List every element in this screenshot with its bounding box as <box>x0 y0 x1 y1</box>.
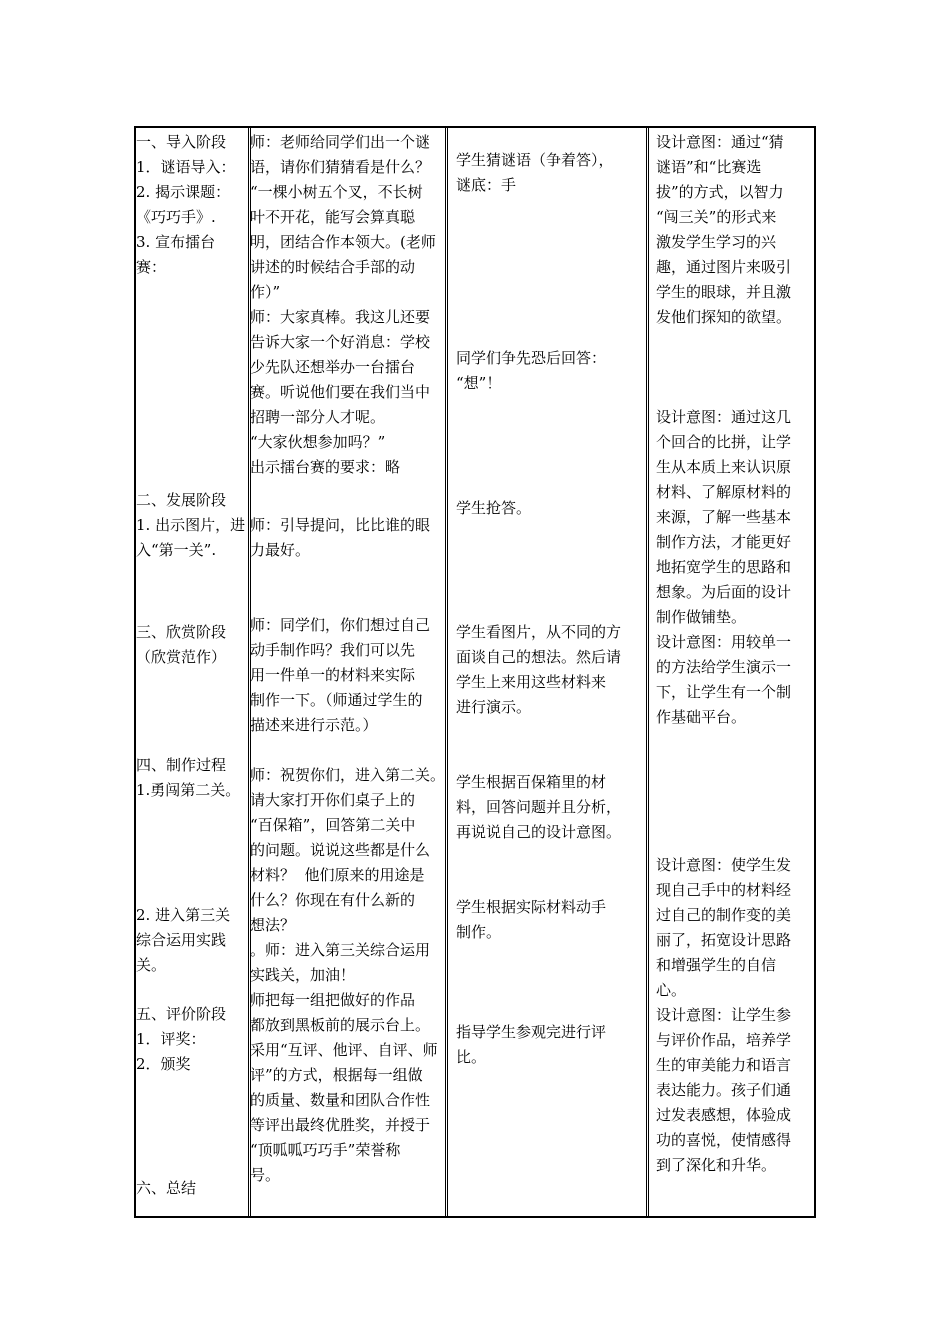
col3-block <box>456 770 621 845</box>
text-line: 师：祝贺你们，进入第二关。 <box>250 766 446 784</box>
text-line: 现自己手中的材料经 <box>656 881 792 899</box>
text-line: 设计意图：让学生参 <box>656 1006 792 1024</box>
text-line: 出示擂台赛的要求：略 <box>250 458 401 476</box>
text-line: “想”！ <box>456 374 502 392</box>
text-line: 三、欣赏阶段 <box>136 623 227 641</box>
text-line: 制作方法，才能更好 <box>656 533 792 551</box>
text-line: 学生根据实际材料动手 <box>456 898 607 916</box>
text-line: 功的喜悦，使情感得 <box>656 1131 792 1149</box>
text-line: 设计意图：通过这几 <box>656 408 792 426</box>
text-line: 请大家打开你们桌子上的 <box>250 791 416 809</box>
text-line: 3. 宣布擂台 <box>136 233 216 251</box>
col2-block <box>250 763 445 1188</box>
text-line: 面谈自己的想法。然后请 <box>456 648 622 666</box>
text-line: 生的审美能力和语言 <box>656 1056 792 1074</box>
text-line: 作基础平台。 <box>656 708 747 726</box>
text-line: 讲述的时候结合手部的动 <box>250 258 416 276</box>
text-line: 师：引导提问，比比谁的眼 <box>250 516 431 534</box>
text-line: 明，团结合作本领大。(老师 <box>250 233 436 251</box>
text-line: 综合运用实践 <box>136 931 227 949</box>
text-line: 告诉大家一个好消息：学校 <box>250 333 431 351</box>
lesson-plan-table <box>134 126 816 1218</box>
text-line: 赛。听说他们要在我们当中 <box>250 383 431 401</box>
text-line: 动手制作吗？我们可以先 <box>250 641 416 659</box>
text-line: 《巧巧手》. <box>136 208 216 226</box>
text-line: 用一件单一的材料来实际 <box>250 666 416 684</box>
col1-block <box>136 130 236 280</box>
col1-block <box>136 903 230 978</box>
text-line: 师：大家真棒。我这儿还要 <box>250 308 431 326</box>
text-line: 过发表感想，体验成 <box>656 1106 792 1124</box>
text-line: 都放到黑板前的展示台上。 <box>250 1016 431 1034</box>
col1-block <box>136 1176 196 1201</box>
text-line: 作）” <box>250 283 281 301</box>
column-divider <box>445 128 448 1216</box>
text-line: 师：同学们，你们想过自己 <box>250 616 431 634</box>
text-line: 等评出最终优胜奖，并授于 <box>250 1116 431 1134</box>
col1-block <box>136 620 226 670</box>
text-line: 来源，了解一些基本 <box>656 508 792 526</box>
text-line: 赛： <box>136 258 167 276</box>
col3-block <box>456 895 606 945</box>
col3-block <box>456 148 614 198</box>
text-line: 比。 <box>456 1048 487 1066</box>
text-line: 1．谜语导入： <box>136 158 236 176</box>
text-line: 入“第一关”. <box>136 541 217 559</box>
text-line: “一棵小树五个叉，不长树 <box>250 183 423 201</box>
text-line: 1．评奖： <box>136 1030 206 1048</box>
col4-block <box>656 1003 791 1178</box>
text-line: 号。 <box>250 1166 281 1184</box>
text-line: 四、制作过程 <box>136 756 227 774</box>
text-line: 的质量、数量和团队合作性 <box>250 1091 431 1109</box>
text-line: 趣，通过图片来吸引 <box>656 258 792 276</box>
text-line: 材料、了解原材料的 <box>656 483 792 501</box>
text-line: 同学们争先恐后回答： <box>456 349 607 367</box>
text-line: 学生上来用这些材料来 <box>456 673 607 691</box>
text-line: 设计意图：通过“猜 <box>656 133 784 151</box>
text-line: 过自己的制作变的美 <box>656 906 792 924</box>
text-line: 学生抢答。 <box>456 499 532 517</box>
text-line: 到了深化和升华。 <box>656 1156 777 1174</box>
text-line: 学生猜谜语（争着答）， <box>456 151 614 169</box>
text-line: 评”的方式，根据每一组做 <box>250 1066 423 1084</box>
text-line: 与评价作品，培养学 <box>656 1031 792 1049</box>
text-line: “闯三关”的形式来 <box>656 208 777 226</box>
text-line: 激发学生学习的兴 <box>656 233 777 251</box>
text-line: 师：老师给同学们出一个谜 <box>250 133 431 151</box>
col4-block <box>656 630 791 730</box>
text-line: 下，让学生有一个制 <box>656 683 792 701</box>
text-line: 丽了，拓宽设计思路 <box>656 931 792 949</box>
text-line: 一、导入阶段 <box>136 133 227 151</box>
text-line: 学生根据百保箱里的材 <box>456 773 607 791</box>
col2-block <box>250 130 436 480</box>
text-line: 1. 出示图片，进 <box>136 516 246 534</box>
text-line: 表达能力。孩子们通 <box>656 1081 792 1099</box>
text-line: 和增强学生的自信 <box>656 956 777 974</box>
text-line: 五、评价阶段 <box>136 1005 227 1023</box>
col3-block <box>456 620 621 720</box>
col4-block <box>656 405 791 630</box>
text-line: 实践关，加油！ <box>250 966 356 984</box>
col1-block <box>136 1002 226 1077</box>
text-line: 2．颁奖 <box>136 1055 191 1073</box>
text-line: 语，请你们猜猜看是什么？ <box>250 158 431 176</box>
col4-block <box>656 853 791 1003</box>
text-line: 料，回答问题并且分析， <box>456 798 622 816</box>
col1-block <box>136 488 245 563</box>
text-line: “顶呱呱巧巧手”荣誉称 <box>250 1141 401 1159</box>
text-line: 个回合的比拼，让学 <box>656 433 792 451</box>
text-line: 采用“互评、他评、自评、师 <box>250 1041 438 1059</box>
text-line: 想象。为后面的设计 <box>656 583 792 601</box>
col3-block <box>456 1020 606 1070</box>
text-line: 什么？你现在有什么新的 <box>250 891 416 909</box>
text-line: 地拓宽学生的思路和 <box>656 558 792 576</box>
text-line: 描述来进行示范。） <box>250 716 378 734</box>
text-line: 制作。 <box>456 923 502 941</box>
col3-block <box>456 346 606 396</box>
text-line: 招聘一部分人才呢。 <box>250 408 386 426</box>
column-divider <box>646 128 649 1216</box>
text-line: 进行演示。 <box>456 698 532 716</box>
text-line: 心。 <box>656 981 687 999</box>
col4-block <box>656 130 791 330</box>
col1-block <box>136 753 240 803</box>
text-line: 制作做铺垫。 <box>656 608 747 626</box>
col2-block <box>250 513 430 563</box>
text-line: 的问题。说说这些都是什么 <box>250 841 431 859</box>
text-line: 2. 揭示课题： <box>136 183 231 201</box>
text-line: 力最好。 <box>250 541 311 559</box>
text-line: 学生的眼球，并且激 <box>656 283 792 301</box>
text-line: “大家伙想参加吗？” <box>250 433 386 451</box>
text-line: 拔”的方式，以智力 <box>656 183 784 201</box>
col3-block <box>456 496 531 521</box>
text-line: 想法？ <box>250 916 296 934</box>
text-line: 叶不开花，能写会算真聪 <box>250 208 416 226</box>
text-line: 二、发展阶段 <box>136 491 227 509</box>
text-line: 再说说自己的设计意图。 <box>456 823 622 841</box>
text-line: 发他们探知的欲望。 <box>656 308 792 326</box>
text-line: 1.勇闯第二关。 <box>136 781 241 799</box>
text-line: 制作一下。（师通过学生的 <box>250 691 423 709</box>
text-line: 谜语”和“比赛选 <box>656 158 762 176</box>
text-line: 的方法给学生演示一 <box>656 658 792 676</box>
text-line: 设计意图：用较单一 <box>656 633 792 651</box>
text-line: 师把每一组把做好的作品 <box>250 991 416 1009</box>
text-line: 指导学生参观完进行评 <box>456 1023 607 1041</box>
text-line: 谜底：手 <box>456 176 517 194</box>
col2-block <box>250 613 430 738</box>
text-line: “百保箱”，回答第二关中 <box>250 816 416 834</box>
text-line: 设计意图：使学生发 <box>656 856 792 874</box>
text-line: 材料？ 他们原来的用途是 <box>250 866 425 884</box>
text-line: 。师：进入第三关综合运用 <box>250 941 431 959</box>
text-line: 六、总结 <box>136 1179 197 1197</box>
text-line: 生从本质上来认识原 <box>656 458 792 476</box>
text-line: 关。 <box>136 956 167 974</box>
text-line: 学生看图片，从不同的方 <box>456 623 622 641</box>
text-line: 2. 进入第三关 <box>136 906 231 924</box>
text-line: （欣赏范作） <box>136 648 227 666</box>
text-line: 少先队还想举办一台擂台 <box>250 358 416 376</box>
